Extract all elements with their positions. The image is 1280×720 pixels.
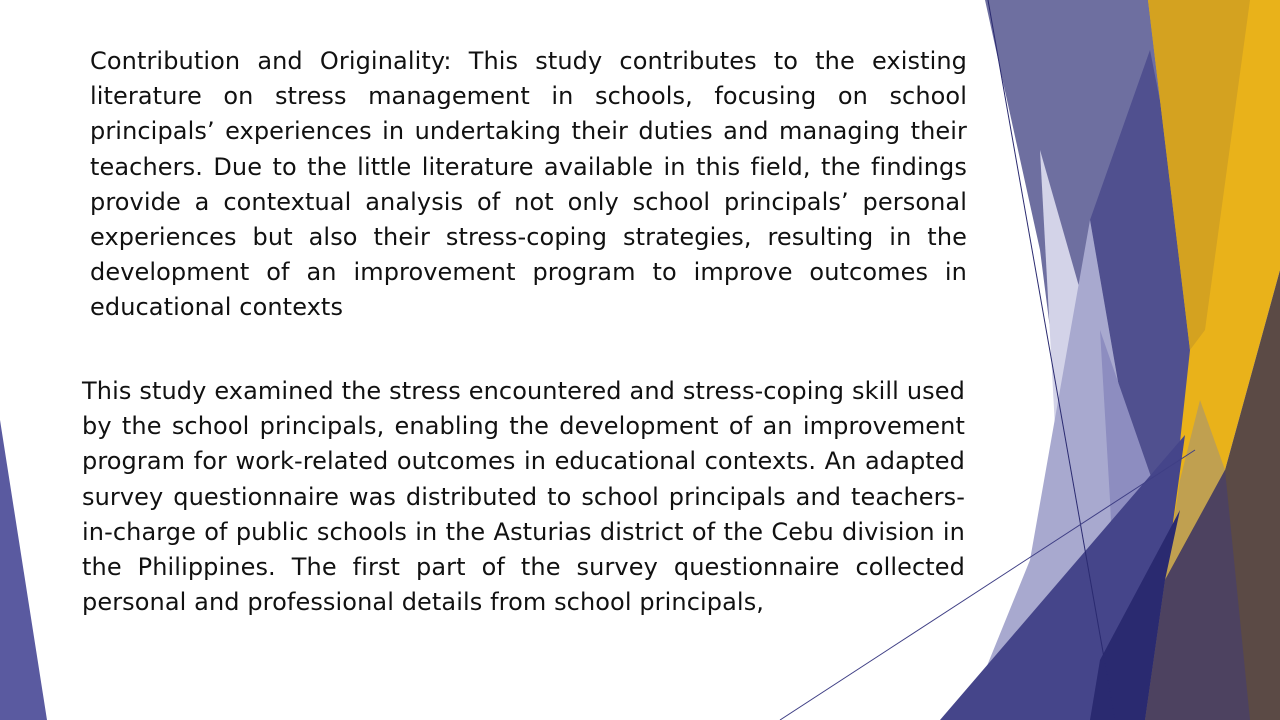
study-summary-paragraph: This study examined the stress encountered and stress-coping skill used by the school principals, enabling the development of an improvement program for work-related outcomes in educational contexts. An adapted survey questionnaire was distributed to school principals and teachers-in-charge of public schools in the Asturias district of the Cebu division in the Philippines. The first part of the survey questionnaire collected personal and professional details from school principals, <box>82 377 965 617</box>
contribution-paragraph: Contribution and Originality: This study contributes to the existing literature on stress management in schools, focusing on school principals’ experiences in undertaking their duties and managing their teachers. Due to the little literature available in this field, the findings provide a contextual analysis of not only school principals’ personal experiences but also their stress-coping strategies, resulting in the development of an improvement program to improve outcomes in educational contexts <box>90 47 967 322</box>
left-accent-shape <box>0 420 47 720</box>
